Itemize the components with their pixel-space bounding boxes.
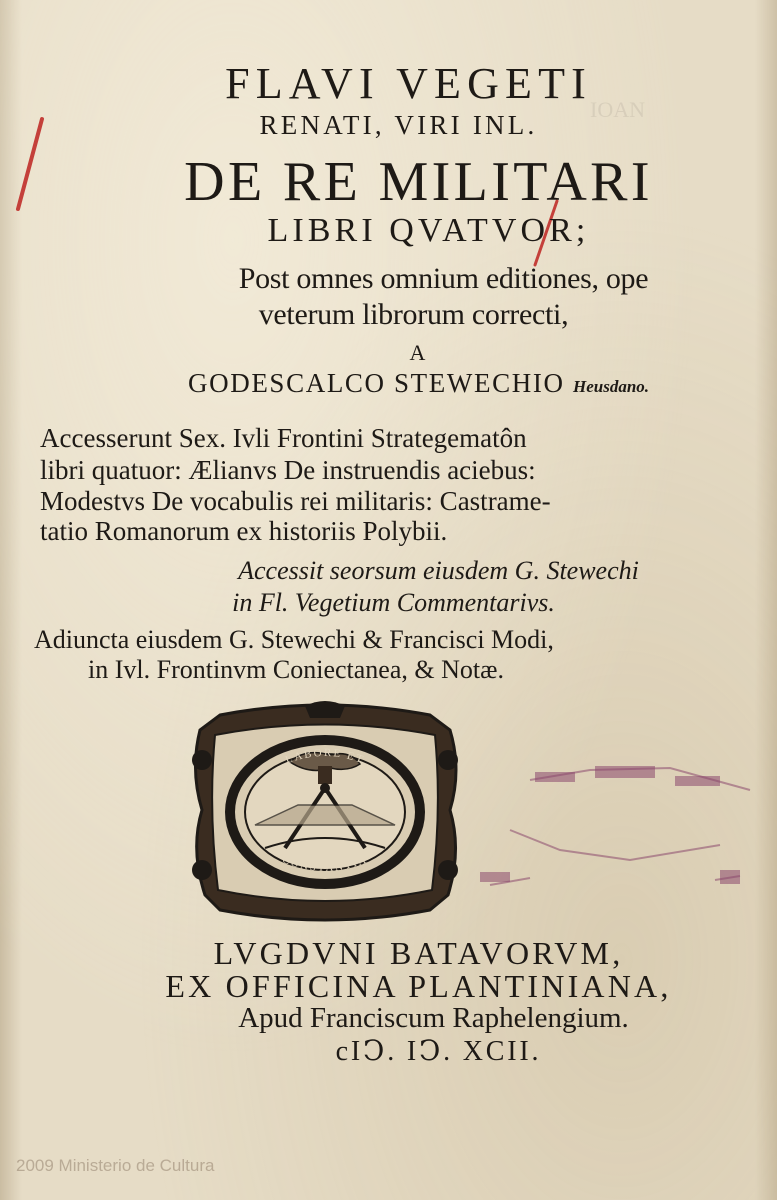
motto-top: LABORE ET [283, 746, 367, 767]
edition-note-line2: veterum librorum correcti, [258, 298, 569, 331]
adiuncta-line1: Adiuncta eiusdem G. Stewechi & Francisci Modi, [34, 625, 554, 654]
accesserunt-line4: tatio Romanorum ex historiis Polybii. [40, 516, 448, 546]
adiuncta-line2: in Ivl. Frontinvm Coniectanea, & Notæ. [88, 655, 504, 684]
library-stamp [470, 750, 770, 900]
edition-note-line1: Post omnes omnium editiones, ope [238, 262, 649, 295]
bleed-through-text: IOAN [590, 97, 645, 122]
copyright-watermark: 2009 Ministerio de Cultura [16, 1156, 215, 1175]
imprint-printer: Apud Franciscum Raphelengium. [238, 1002, 629, 1034]
imprint-office: EX OFFICINA PLANTINIANA, [165, 968, 672, 1004]
motto-bottom: CONSTANTIA [280, 853, 370, 875]
plantin-compass-icon [180, 700, 470, 925]
editor-name [0, 368, 777, 399]
accesserunt-line3: Modestvs De vocabulis rei militaris: Castrame- [40, 486, 551, 516]
author-epithet: RENATI, VIRI INL. [259, 110, 538, 140]
accessit-line1: Accessit seorsum eiusdem G. Stewechi [238, 556, 639, 585]
editor-preposition: A [409, 340, 428, 365]
accesserunt-line1: Accesserunt Sex. Ivli Frontini Strategematôn [40, 423, 527, 453]
accessit-line2: in Fl. Vegetium Commentarivs. [232, 588, 555, 617]
imprint-city: LVGDVNI BATAVORVM, [213, 935, 624, 971]
work-title: DE RE MILITARI [184, 151, 653, 213]
author-name: FLAVI VEGETI [225, 59, 592, 108]
editor-origin: Heusdano. [572, 377, 650, 396]
editor-name-main: GODESCALCO STEWECHIO [187, 368, 565, 398]
imprint-date: cIↃ. IↃ. XCII. [335, 1036, 542, 1067]
work-subtitle: LIBRI QVATVOR; [267, 212, 590, 249]
accesserunt-line2: libri quatuor: Ælianvs De instruendis aciebus: [40, 455, 536, 485]
